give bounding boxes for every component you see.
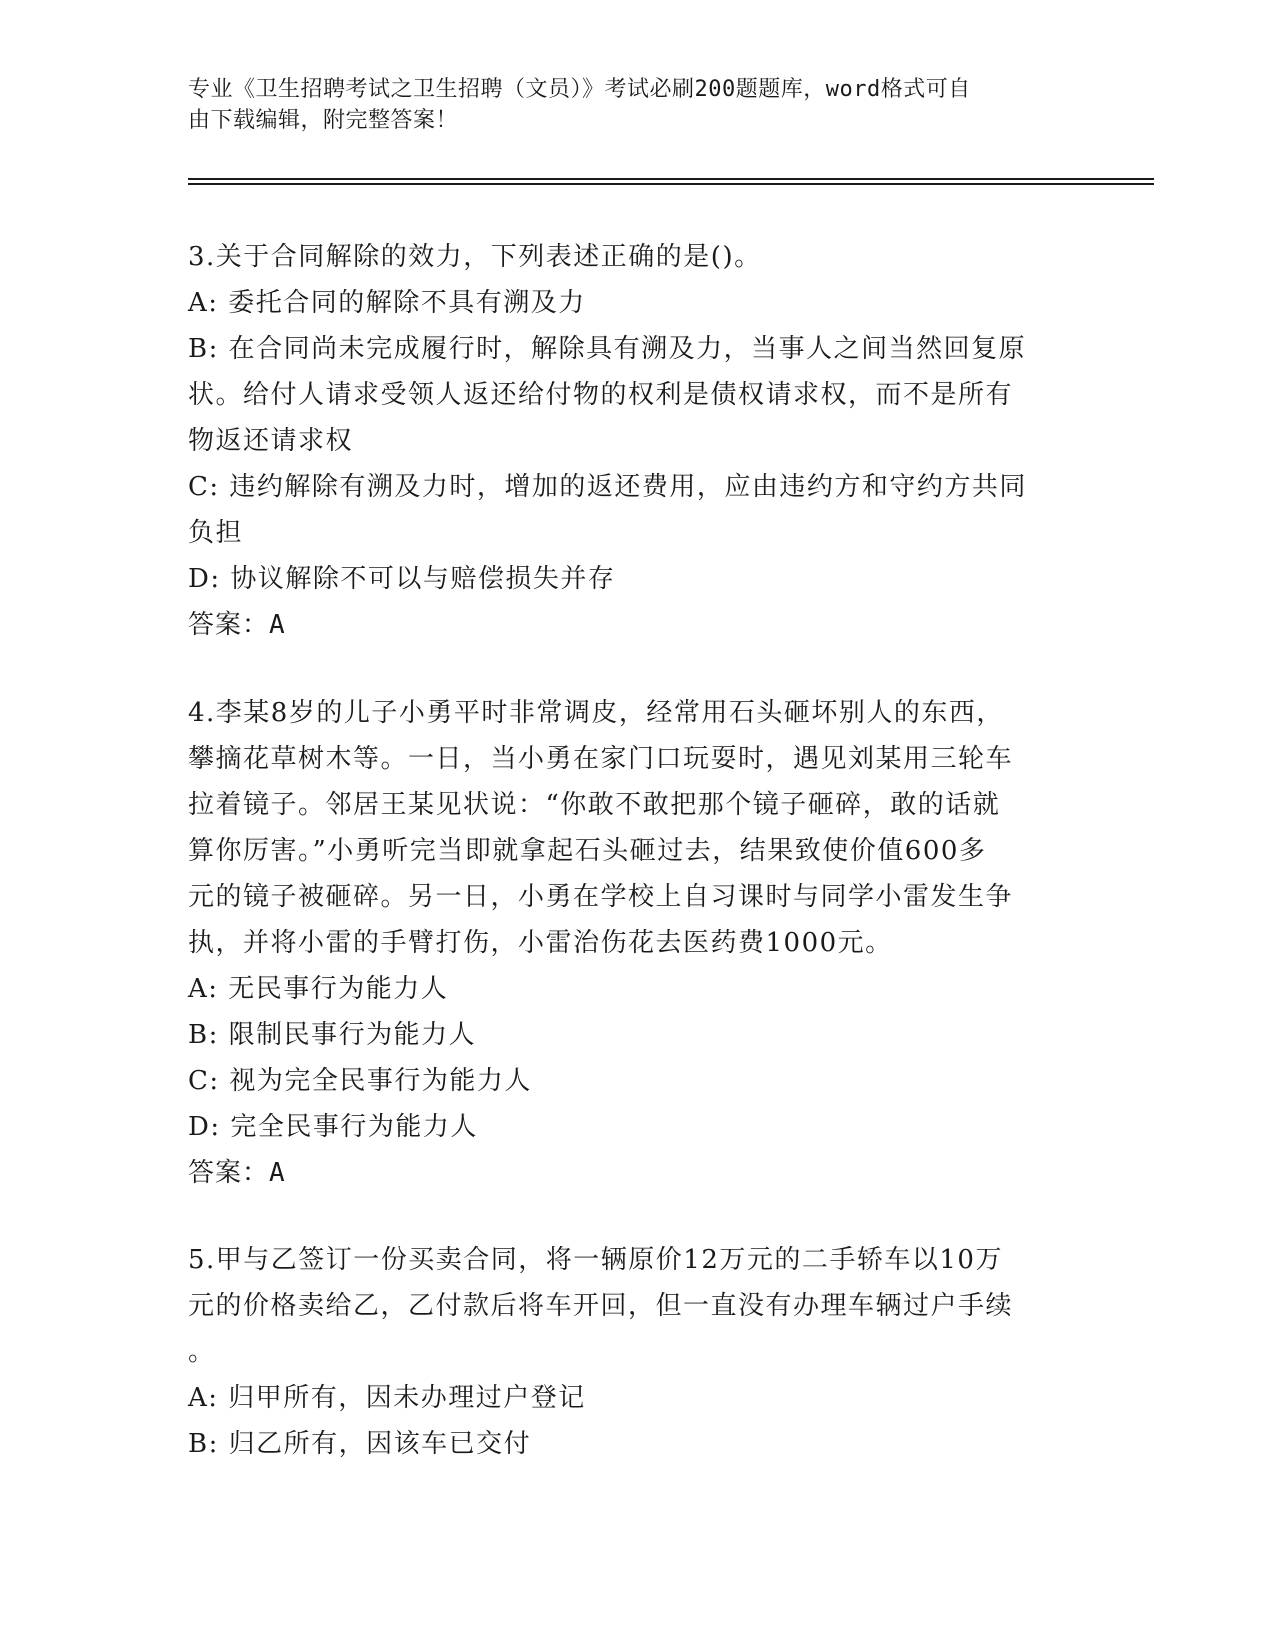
- option-line: 负担: [188, 518, 244, 548]
- option-line: A: 无民事行为能力人: [188, 974, 449, 1004]
- header-divider-top: [188, 178, 1154, 180]
- option-line: D: 协议解除不可以与赔偿损失并存: [188, 564, 616, 594]
- option-line: C: 违约解除有溯及力时，增加的返还费用，应由违约方和守约方共同: [188, 472, 1027, 502]
- option-line: C: 视为完全民事行为能力人: [188, 1066, 532, 1096]
- answer-line: 答案：A: [188, 1158, 286, 1188]
- stem-line: 元的价格卖给乙，乙付款后将车开回，但一直没有办理车辆过户手续: [188, 1291, 1014, 1321]
- header-line-2: 由下载编辑，附完整答案！: [188, 108, 459, 133]
- option-line: D: 完全民事行为能力人: [188, 1112, 478, 1142]
- option-b: [188, 1012, 1088, 1058]
- question-3: [188, 234, 1088, 648]
- stem-line: 攀摘花草树木等。一日，当小勇在家门口玩耍时，遇见刘某用三轮车: [188, 744, 1014, 774]
- option-b: [188, 1421, 1088, 1467]
- option-b: [188, 326, 1088, 464]
- question-stem: [188, 1237, 1088, 1375]
- option-a: [188, 1375, 1088, 1421]
- stem-line: 。: [188, 1337, 216, 1367]
- stem-line: 3.关于合同解除的效力，下列表述正确的是()。: [188, 242, 762, 272]
- stem-line: 5.甲与乙签订一份买卖合同，将一辆原价12万元的二手轿车以10万: [188, 1245, 1003, 1275]
- stem-line: 元的镜子被砸碎。另一日，小勇在学校上自习课时与同学小雷发生争: [188, 882, 1014, 912]
- option-a: [188, 280, 1088, 326]
- header-divider-bottom: [188, 183, 1154, 185]
- option-line: A: 委托合同的解除不具有溯及力: [188, 288, 586, 318]
- option-c: [188, 464, 1088, 556]
- question-4: [188, 690, 1088, 1196]
- stem-line: 4.李某8岁的儿子小勇平时非常调皮，经常用石头砸坏别人的东西，: [188, 698, 1004, 728]
- option-line: 状。给付人请求受领人返还给付物的权利是债权请求权，而不是所有: [188, 380, 1014, 410]
- option-c: [188, 1058, 1088, 1104]
- option-line: B: 在合同尚未完成履行时，解除具有溯及力，当事人之间当然回复原: [188, 334, 1027, 364]
- stem-line: 拉着镜子。邻居王某见状说：“你敢不敢把那个镜子砸碎，敢的话就: [188, 790, 1001, 820]
- option-line: B: 限制民事行为能力人: [188, 1020, 477, 1050]
- question-5: [188, 1237, 1088, 1467]
- option-line: A: 归甲所有，因未办理过户登记: [188, 1383, 586, 1413]
- stem-line: 执，并将小雷的手臂打伤，小雷治伤花去医药费1000元。: [188, 928, 893, 958]
- option-d: [188, 1104, 1088, 1150]
- answer-line: 答案：A: [188, 610, 286, 640]
- option-a: [188, 966, 1088, 1012]
- option-d: [188, 556, 1088, 602]
- stem-line: 算你厉害。”小勇听完当即就拿起石头砸过去，结果致使价值600多: [188, 836, 987, 866]
- option-line: B: 归乙所有，因该车已交付: [188, 1429, 532, 1459]
- question-stem: [188, 234, 1088, 280]
- header-line-1: 专业《卫生招聘考试之卫生招聘（文员）》考试必刷200题题库，word格式可自: [188, 77, 971, 102]
- document-header: [188, 74, 1068, 136]
- option-line: 物返还请求权: [188, 426, 354, 456]
- question-stem: [188, 690, 1088, 966]
